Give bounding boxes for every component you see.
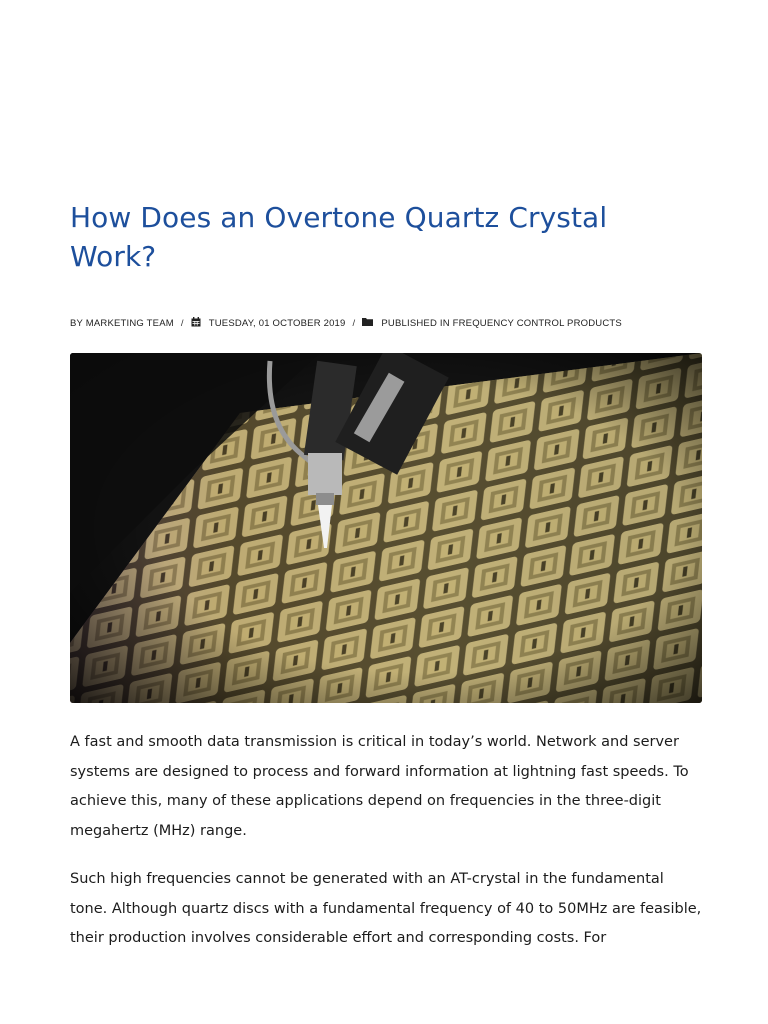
folder-icon [362,317,373,329]
article-body [70,728,702,954]
meta-separator: / [352,317,356,329]
article-meta [70,316,702,330]
calendar-icon [191,317,201,330]
category-link[interactable]: PUBLISHED IN FREQUENCY CONTROL PRODUCTS [381,317,622,329]
article-title: How Does an Overtone Quartz Crystal Work? [70,201,608,273]
publish-date: TUESDAY, 01 OCTOBER 2019 [208,317,346,329]
article [70,198,702,973]
paragraph: Such high frequencies cannot be generated with an AT-crystal in the fundamental tone. Although quartz discs with a fundamental frequency of 40 to 50MHz are feasible, their production involves considerable effort and corresponding costs. For [70,871,702,946]
paragraph: A fast and smooth data transmission is critical in today’s world. Network and server systems are designed to process and forward information at lightning fast speeds. To achieve this, many of these applications depend on frequencies in the three-digit megahertz (MHz) range. [70,734,689,839]
meta-separator: / [180,317,184,329]
author-link[interactable]: BY MARKETING TEAM [70,317,174,329]
hero-image-quartz-wafer [70,353,702,703]
